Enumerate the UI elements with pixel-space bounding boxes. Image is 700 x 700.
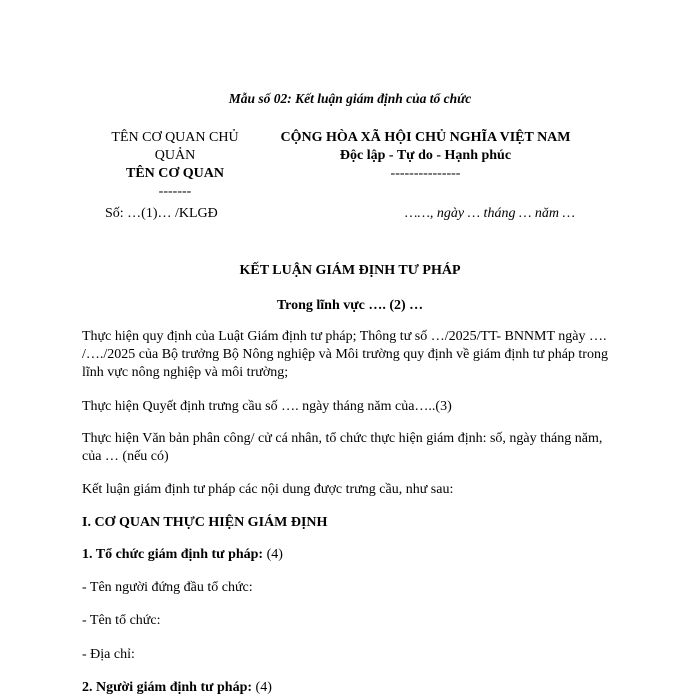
paragraph-decision: Thực hiện Quyết định trưng cầu số …. ngày tháng năm của…..(3) [82, 399, 452, 414]
agency-divider: ------- [158, 184, 192, 199]
document-title: KẾT LUẬN GIÁM ĐỊNH TƯ PHÁP [239, 263, 461, 278]
parent-agency-line2: QUẢN [154, 148, 196, 163]
form-title: Mẫu số 02: Kết luận giám định của tổ chức [228, 91, 472, 106]
document-subtitle: Trong lĩnh vực …. (2) … [276, 298, 424, 313]
national-motto: Độc lập - Tự do - Hạnh phúc [339, 148, 512, 163]
document-date: ……, ngày … tháng … năm … [405, 206, 575, 221]
item-1-ref: (4) [263, 547, 283, 562]
national-header [258, 129, 593, 183]
item-2-label: 2. Người giám định tư pháp: [82, 680, 253, 695]
document-number: Số: …(1)… /KLGĐ [105, 206, 218, 221]
line-head-of-organization: - Tên người đứng đầu tổ chức: [82, 580, 253, 595]
agency-header [90, 129, 260, 201]
paragraph-conclusion-intro: Kết luận giám định tư pháp các nội dung được trưng cầu, như sau: [82, 482, 454, 497]
parent-agency-line1: TÊN CƠ QUAN CHỦ [111, 130, 239, 145]
line-address: - Địa chỉ: [82, 647, 135, 662]
motto-divider: --------------- [390, 166, 461, 181]
item-1-heading [82, 546, 622, 564]
item-1-label: 1. Tổ chức giám định tư pháp: [82, 547, 264, 562]
paragraph-assignment: Thực hiện Văn bản phân công/ cử cá nhân, tổ chức thực hiện giám định: số, ngày tháng năm, của … (nếu có) [82, 431, 603, 464]
country-name: CỘNG HÒA XÃ HỘI CHỦ NGHĨA VIỆT NAM [280, 130, 571, 145]
paragraph-legal-basis: Thực hiện quy định của Luật Giám định tư pháp; Thông tư số …/2025/TT- BNNMT ngày …. /…./2025 của Bộ trưởng Bộ Nông nghiệp và Môi trường quy định về giám định tư pháp trong lĩnh vực nông nghiệp và môi trường; [82, 329, 608, 380]
agency-name: TÊN CƠ QUAN [125, 166, 224, 181]
item-2-ref: (4) [252, 680, 272, 695]
section-heading-1: I. CƠ QUAN THỰC HIỆN GIÁM ĐỊNH [82, 515, 328, 530]
item-2-heading [82, 679, 622, 697]
line-organization-name: - Tên tổ chức: [82, 613, 161, 628]
